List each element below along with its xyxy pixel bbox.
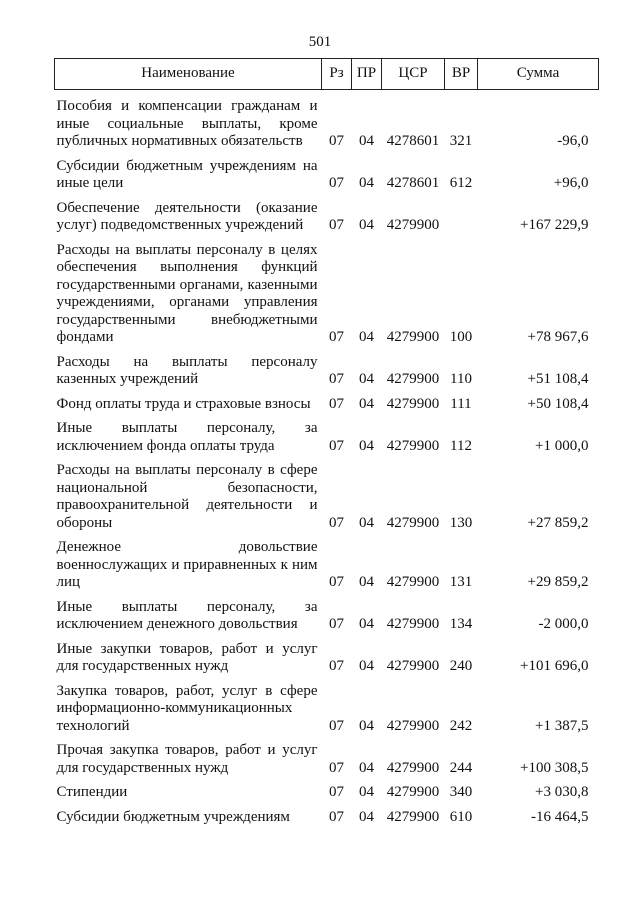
- cell-rz: 07: [329, 784, 344, 800]
- page-number: 501: [308, 34, 332, 50]
- cell-vr: 130: [449, 514, 473, 531]
- cell-csr: 4279900: [386, 759, 440, 776]
- cell-csr: 4278601: [386, 175, 440, 191]
- cell-name: Расходы на выплаты персоналу казенных учреждений: [56, 353, 318, 387]
- cell-name: Иные выплаты персоналу, за исключением фонда оплаты труда: [56, 420, 318, 454]
- cell-name: Обеспечение деятельности (оказание услуг) подведомственных учреждений: [56, 199, 318, 233]
- cell-name: Субсидии бюджетным учреждениям на иные цели: [56, 157, 318, 191]
- cell-rz: 07: [329, 658, 344, 674]
- cell-csr: 4279900: [386, 574, 440, 590]
- cell-vr: [445, 197, 478, 239]
- cell-pr: 04: [359, 658, 374, 674]
- cell-csr: 4279900: [386, 329, 440, 345]
- cell-csr: 4279900: [386, 658, 440, 674]
- cell-rz: 07: [329, 371, 344, 387]
- cell-rz: 07: [329, 759, 344, 776]
- cell-vr: 240: [449, 658, 473, 674]
- table-row: [55, 239, 599, 351]
- cell-sum: +100 308,5: [520, 759, 589, 776]
- cell-pr: 04: [359, 175, 374, 191]
- cell-pr: 04: [359, 217, 374, 233]
- cell-sum: +96,0: [553, 175, 589, 191]
- cell-vr: 110: [450, 371, 472, 387]
- cell-pr: 04: [359, 395, 374, 412]
- header-sum: Сумма: [478, 59, 599, 90]
- cell-sum: -16 464,5: [531, 808, 589, 825]
- cell-csr: 4279900: [386, 784, 440, 800]
- budget-table: [54, 58, 599, 830]
- cell-csr: 4279900: [386, 371, 440, 387]
- header-csr: ЦСР: [382, 59, 445, 90]
- cell-vr: 612: [449, 175, 473, 191]
- cell-vr: 244: [449, 759, 473, 776]
- cell-pr: 04: [359, 717, 374, 734]
- cell-pr: 04: [359, 784, 374, 800]
- cell-pr: 04: [359, 329, 374, 345]
- cell-sum: +3 030,8: [535, 784, 589, 800]
- cell-vr: 111: [450, 395, 472, 412]
- cell-vr: 131: [449, 574, 473, 590]
- table-row: [55, 417, 599, 459]
- cell-vr: 340: [449, 784, 473, 800]
- cell-rz: 07: [329, 514, 344, 531]
- cell-csr: 4279900: [386, 808, 440, 825]
- table-row: [55, 680, 599, 740]
- cell-vr: 112: [450, 437, 472, 454]
- cell-name: Прочая закупка товаров, работ и услуг для государственных нужд: [56, 742, 318, 776]
- cell-vr: 610: [449, 808, 473, 825]
- header-name: Наименование: [55, 59, 322, 90]
- cell-pr: 04: [359, 133, 374, 149]
- cell-vr: 321: [449, 133, 473, 149]
- cell-name: Денежное довольствие военнослужащих и приравненных к ним лиц: [56, 539, 318, 590]
- cell-sum: +50 108,4: [527, 395, 589, 412]
- cell-rz: 07: [329, 574, 344, 590]
- cell-name: Иные выплаты персоналу, за исключением денежного довольствия: [56, 598, 318, 632]
- table-row: [55, 596, 599, 638]
- table-row: [55, 393, 599, 418]
- cell-pr: 04: [359, 437, 374, 454]
- cell-sum: -2 000,0: [538, 616, 589, 632]
- cell-sum: +101 696,0: [520, 658, 589, 674]
- table-row: [55, 90, 599, 155]
- cell-pr: 04: [359, 759, 374, 776]
- cell-pr: 04: [359, 616, 374, 632]
- cell-pr: 04: [359, 371, 374, 387]
- cell-sum: +167 229,9: [520, 217, 589, 233]
- table-body: [55, 90, 599, 831]
- cell-pr: 04: [359, 574, 374, 590]
- header-vr: ВР: [445, 59, 478, 90]
- cell-rz: 07: [329, 717, 344, 734]
- cell-rz: 07: [329, 808, 344, 825]
- cell-name: Фонд оплаты труда и страховые взносы: [56, 395, 311, 412]
- table-row: [55, 197, 599, 239]
- cell-name: Субсидии бюджетным учреждениям: [56, 808, 290, 825]
- cell-name: Расходы на выплаты персоналу в сфере национальной безопасности, правоохранительной деятельности и обороны: [56, 462, 318, 531]
- cell-rz: 07: [329, 395, 344, 412]
- cell-name: Расходы на выплаты персоналу в целях обеспечения выполнения функций государственными органами, казенными учреждениями, органами управления государственными внебюджетными фондами: [56, 241, 318, 345]
- cell-name: Стипендии: [56, 784, 128, 800]
- table-row: [55, 781, 599, 806]
- cell-rz: 07: [329, 329, 344, 345]
- cell-csr: 4279900: [386, 217, 440, 233]
- header-row: [55, 59, 599, 90]
- cell-sum: +1 387,5: [535, 717, 589, 734]
- cell-rz: 07: [329, 217, 344, 233]
- cell-csr: 4279900: [386, 514, 440, 531]
- header-rz: Рз: [322, 59, 352, 90]
- table-row: [55, 155, 599, 197]
- cell-vr: 242: [449, 717, 473, 734]
- cell-sum: +29 859,2: [527, 574, 589, 590]
- cell-pr: 04: [359, 514, 374, 531]
- cell-sum: -96,0: [557, 133, 589, 149]
- cell-pr: 04: [359, 808, 374, 825]
- cell-sum: +78 967,6: [527, 329, 589, 345]
- cell-vr: 100: [449, 329, 473, 345]
- table-row: [55, 351, 599, 393]
- table-row: [55, 638, 599, 680]
- header-pr: ПР: [352, 59, 382, 90]
- cell-name: Закупка товаров, работ, услуг в сфере информационно-коммуникационных технологий: [56, 682, 318, 734]
- table-row: [55, 739, 599, 781]
- cell-csr: 4279900: [386, 616, 440, 632]
- cell-sum: +27 859,2: [527, 514, 589, 531]
- cell-csr: 4278601: [386, 133, 440, 149]
- cell-name: Пособия и компенсации гражданам и иные социальные выплаты, кроме публичных нормативных обязательств: [56, 98, 318, 149]
- table-row: [55, 459, 599, 536]
- cell-csr: 4279900: [386, 717, 440, 734]
- table-row: [55, 536, 599, 596]
- table-header: [55, 59, 599, 90]
- cell-sum: +51 108,4: [527, 371, 589, 387]
- cell-vr: 134: [449, 616, 473, 632]
- cell-sum: +1 000,0: [535, 437, 589, 454]
- cell-rz: 07: [329, 616, 344, 632]
- cell-rz: 07: [329, 175, 344, 191]
- cell-name: Иные закупки товаров, работ и услуг для государственных нужд: [56, 640, 318, 674]
- cell-rz: 07: [329, 437, 344, 454]
- cell-rz: 07: [329, 133, 344, 149]
- table-row: [55, 806, 599, 831]
- cell-csr: 4279900: [386, 395, 440, 412]
- cell-csr: 4279900: [386, 437, 440, 454]
